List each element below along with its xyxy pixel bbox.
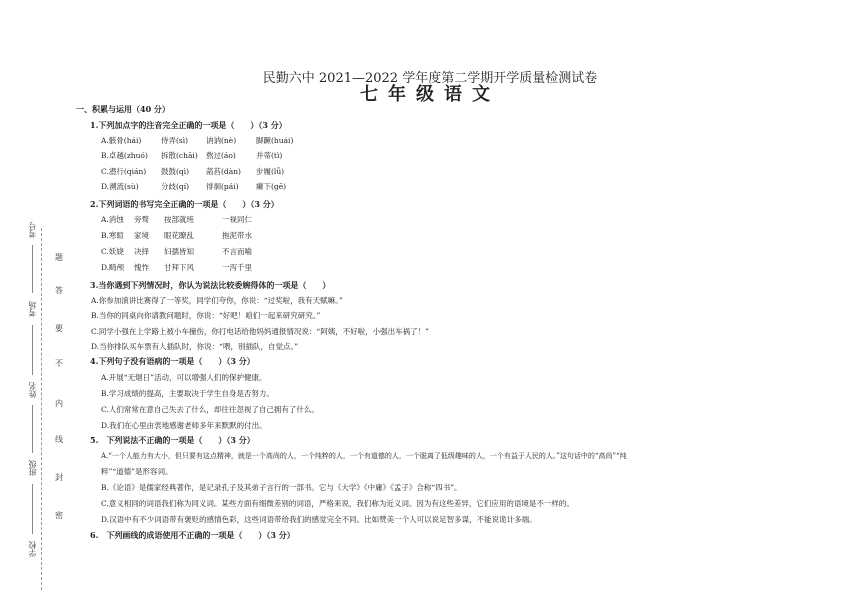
- q5-opt-b: B.《论语》是儒家经典著作，是记录孔子及其弟子言行的一部书。它与《大学》《中庸》《孟子》合称“四书”。: [101, 483, 462, 492]
- q2-row-a: [101, 214, 252, 225]
- q5-stem: 5. 下列说法不正确的一项是（ ）（3 分）: [90, 435, 255, 445]
- q2-row-c: [101, 246, 252, 257]
- q1-opt: 脚蹶(huái): [256, 136, 294, 145]
- q1-row-d: [101, 181, 286, 192]
- q1-opt: 侍弄(sì): [161, 136, 189, 145]
- q2-opt: 不言而喻: [222, 247, 252, 256]
- q4-stem: 4.下列句子没有语病的一项是（ ）（3 分）: [90, 356, 255, 366]
- q3-opt-a: A.你参加演讲比赛得了一等奖，同学们夸你，你说：“过奖啦，我有天赋嘛。”: [91, 296, 343, 305]
- kaohao-line: [32, 245, 33, 293]
- seal-char: 密: [55, 511, 63, 520]
- q2-opt: A.消蚀: [101, 215, 124, 224]
- q1-opt: 分歧(qí): [161, 182, 190, 191]
- q1-opt: 癞下(gē): [256, 182, 287, 191]
- q2-opt: 愧怍: [134, 263, 149, 272]
- q2-opt: 拖泥带水: [222, 231, 252, 240]
- section-heading: 一、积累与运用（40 分）: [76, 104, 170, 114]
- q4-opt-d: D.我们在心里由衷地感谢老师多年来默默的付出。: [101, 421, 267, 430]
- q1-opt: 鼓鼓(qì): [161, 167, 190, 176]
- q1-opt: 徘徊(pái): [206, 182, 239, 191]
- q2-opt: 决择: [134, 247, 149, 256]
- label-banji: 班级: [28, 460, 37, 476]
- q2-opt: B.寒暄: [101, 231, 124, 240]
- q1-opt: A.骸骨(hái): [101, 136, 142, 145]
- seal-char: 答: [55, 286, 63, 295]
- q1-opt: B.卓越(zhuó): [101, 151, 148, 160]
- q6-stem: 6. 下列画线的成语使用不正确的一项是（ ）（3 分）: [90, 530, 295, 540]
- q1-row-c: [101, 166, 284, 177]
- label-kaohao: 考号: [28, 222, 37, 238]
- q1-opt: D.溯流(sù): [101, 182, 139, 191]
- q1-opt: 熬过(áo): [206, 151, 236, 160]
- q1-opt: 步履(lǚ): [256, 167, 285, 176]
- q1-opt: 讷讷(nè): [206, 136, 237, 145]
- q3-opt-b: B.当你的同桌向你请教问题时，你说：“好吧！咱们一起来研究研究。”: [91, 311, 321, 320]
- kaochang-line: [32, 325, 33, 375]
- q2-opt: 一泻千里: [222, 263, 252, 272]
- q1-stem: 1.下列加点字的注音完全正确的一项是（ ）（3 分）: [90, 120, 287, 130]
- q4-opt-b: B.学习成绩的提高，主要取决于学生自身是否努力。: [101, 389, 274, 398]
- q1-opt: C.潜行(qián): [101, 167, 147, 176]
- exam-subtitle: 七年级语文: [360, 84, 500, 105]
- exam-title: 民勤六中 2021—2022 学年度第二学期开学质量检测试卷: [262, 71, 598, 86]
- q3-opt-c: C.同学小强在上学路上被小车撞伤，你打电话给他妈妈通报情况说：“阿姨，不好啦，小强出车祸了！”: [91, 327, 430, 336]
- label-xingming: 姓名: [28, 382, 37, 398]
- q2-stem: 2.下列词语的书写完全正确的一项是（ ）（3 分）: [90, 199, 279, 209]
- binding-line: [41, 228, 42, 590]
- q2-opt: D.畸颅: [101, 263, 125, 272]
- q2-opt: 家境: [134, 231, 149, 240]
- seal-char: 封: [55, 473, 63, 482]
- label-kaochang: 考场: [28, 301, 37, 317]
- q1-row-a: [101, 135, 293, 146]
- q2-opt: C.妖娆: [101, 247, 124, 256]
- q1-opt: 拆散(chāi): [161, 151, 198, 160]
- q2-opt: 眼花瞭乱: [164, 231, 194, 240]
- q2-opt: 甘拜下风: [164, 263, 194, 272]
- q5-opt-c: C.意义相同的词语我们称为同义词。某些方面有细微差别的词语，严格来说，我们称为近义词。因为有这些差异，它们应用的语境是不一样的。: [101, 499, 574, 508]
- q1-opt: 并蒂(tì): [256, 151, 283, 160]
- q1-row-b: [101, 150, 282, 161]
- q4-opt-c: C.人们常常在意自己失去了什么，却往往忽视了自己拥有了什么。: [101, 405, 319, 414]
- q3-stem: 3.当你遇到下列情况时，你认为说法比较委婉得体的一项是（ ）: [90, 280, 331, 290]
- xingming-line: [32, 405, 33, 453]
- seal-char: 题: [55, 253, 63, 262]
- q5-opt-a: A.“一个人能力有大小，但只要有这点精神，就是一个高尚的人，一个纯粹的人，一个有道德的人，一个脱离了低级趣味的人，一个有益于人民的人。”这句话中的“高尚”“纯: [101, 452, 627, 460]
- q2-opt: 旁骛: [134, 215, 149, 224]
- seal-char: 不: [55, 359, 63, 368]
- seal-char: 要: [55, 324, 63, 333]
- q4-opt-a: A.开展“无烟日”活动，可以增强人们的保护健康。: [101, 373, 267, 382]
- q5-opt-a-cont: 粹”“道德”是形容词。: [101, 467, 173, 476]
- q2-row-d: [101, 262, 252, 273]
- banji-line: [32, 484, 33, 534]
- seal-char: 线: [55, 435, 63, 444]
- q3-opt-d: D.当你排队买车票有人插队时，你说：“喂，别插队，自觉点。”: [91, 342, 299, 351]
- q2-opt: 一视同仁: [222, 215, 252, 224]
- q5-opt-d: D.汉语中有不少词语带有褒贬的感情色彩，这些词语带给我们的感觉完全不同。比如赞美一个人可以说足智多谋，不能说诡计多端。: [101, 515, 537, 524]
- q2-opt: 妇孺皆知: [164, 247, 194, 256]
- q2-row-b: [101, 230, 252, 241]
- seal-char: 内: [55, 399, 63, 408]
- q1-opt: 菡萏(dàn): [206, 167, 241, 176]
- label-xuexiao: 学校: [28, 541, 37, 557]
- q2-opt: 按部就班: [164, 215, 194, 224]
